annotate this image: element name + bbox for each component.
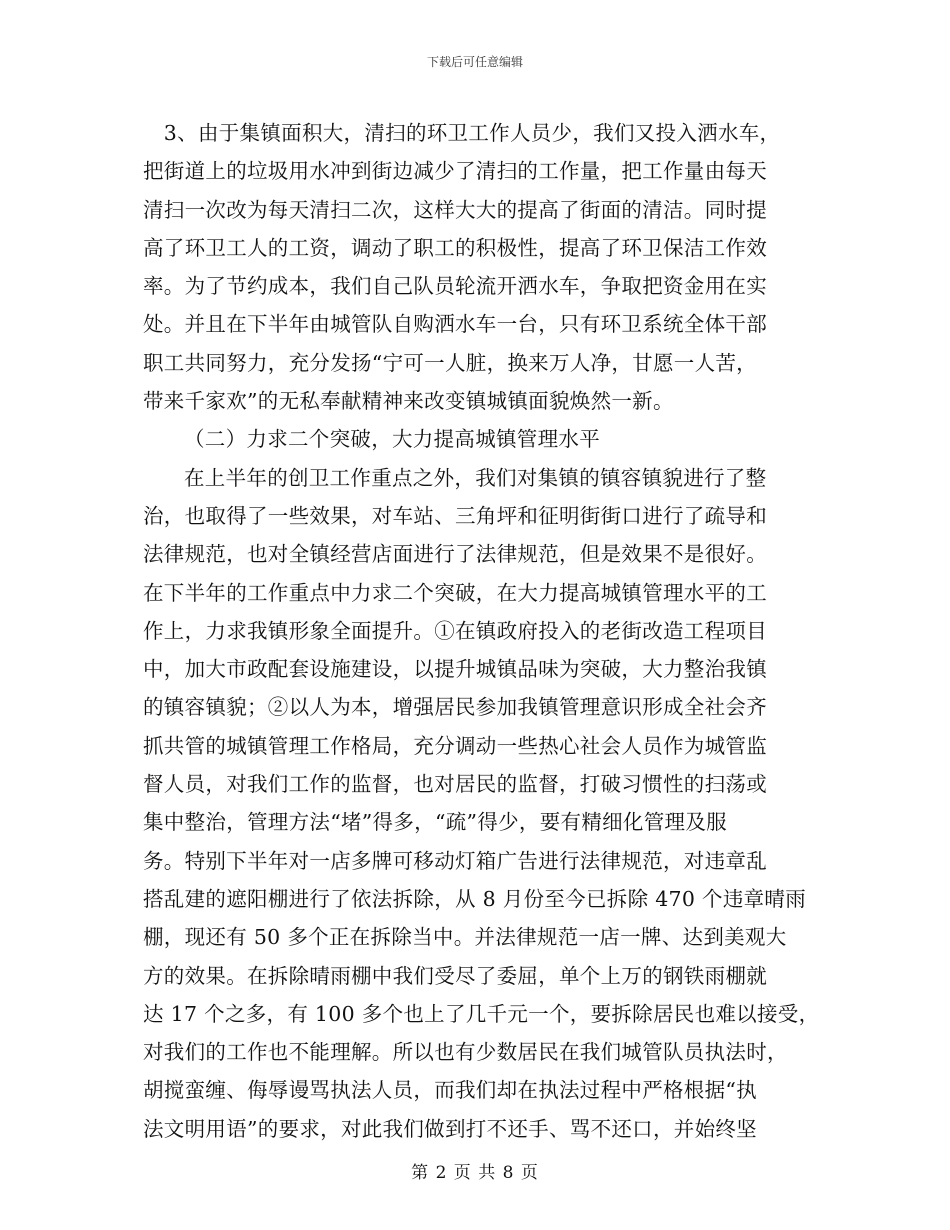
- text-line: 带来千家欢”的无私奉献精神来改变镇城镇面貌焕然一新。: [143, 389, 674, 414]
- text-line: 抓共管的城镇管理工作格局，充分调动一些热心社会人员作为城管监: [143, 733, 767, 758]
- text-line: 法文明用语”的要求，对此我们做到打不还手、骂不还口，并始终坚: [143, 1116, 757, 1141]
- text-line: 率。为了节约成本，我们自己队员轮流开洒水车，争取把资金用在实: [143, 274, 767, 299]
- page-header: 下载后可任意编辑: [426, 55, 523, 69]
- text-line: 胡搅蛮缠、侮辱谩骂执法人员，而我们却在执法过程中严格根据“执: [143, 1078, 757, 1103]
- text-line: 督人员，对我们工作的监督，也对居民的监督，打破习惯性的扫荡或: [143, 772, 767, 797]
- text-line: 3、由于集镇面积大，清扫的环卫工作人员少，我们又投入洒水车，: [143, 121, 781, 145]
- text-line: 方的效果。在拆除晴雨棚中我们受尽了委屈，单个上万的钢铁雨棚就: [143, 963, 767, 988]
- text-line: 作上，力求我镇形象全面提升。①在镇政府投入的老街改造工程项目: [143, 618, 767, 643]
- text-line: 棚，现还有 50 多个正在拆除当中。并法律规范一店一牌、达到美观大: [143, 925, 787, 950]
- text-line: 集中整治，管理方法“堵”得多，“疏”得少，要有精细化管理及服: [143, 810, 727, 835]
- text-line: 达 17 个之多，有 100 多个也上了几千元一个，要拆除居民也难以接受，: [143, 1001, 820, 1026]
- text-line: （二）力求二个突破，大力提高城镇管理水平: [184, 427, 600, 452]
- text-line: 在下半年的工作重点中力求二个突破，在大力提高城镇管理水平的工: [143, 580, 767, 605]
- text-line: 职工共同努力，充分发扬“宁可一人脏，换来万人净，甘愿一人苦，: [143, 350, 757, 375]
- page-number: 第 2 页 共 8 页: [411, 1163, 539, 1183]
- text-line: 在上半年的创卫工作重点之外，我们对集镇的镇容镇貌进行了整: [184, 465, 767, 490]
- text-line: 务。特别下半年对一店多牌可移动灯箱广告进行法律规范，对违章乱: [143, 848, 767, 873]
- text-line: 处。并且在下半年由城管队自购洒水车一台，只有环卫系统全体干部: [143, 312, 767, 337]
- document-body: [143, 114, 820, 1148]
- text-line: 法律规范，也对全镇经营店面进行了法律规范，但是效果不是很好。: [143, 542, 767, 567]
- text-line: 治，也取得了一些效果，对车站、三角坪和征明街街口进行了疏导和: [143, 503, 767, 528]
- text-line: 清扫一次改为每天清扫二次，这样大大的提高了街面的清洁。同时提: [143, 197, 767, 222]
- text-line: 对我们的工作也不能理解。所以也有少数居民在我们城管队员执法时，: [143, 1040, 788, 1065]
- text-line: 高了环卫工人的工资，调动了职工的积极性，提高了环卫保洁工作效: [143, 235, 767, 260]
- text-line: 把街道上的垃圾用水冲到街边减少了清扫的工作量，把工作量由每天: [143, 159, 767, 184]
- text-line: 中，加大市政配套设施建设，以提升城镇品味为突破，大力整治我镇: [143, 657, 767, 682]
- text-line: 的镇容镇貌；②以人为本，增强居民参加我镇管理意识形成全社会齐: [143, 695, 767, 720]
- text-line: 搭乱建的遮阳棚进行了依法拆除，从 8 月份至今已拆除 470 个违章晴雨: [143, 886, 807, 911]
